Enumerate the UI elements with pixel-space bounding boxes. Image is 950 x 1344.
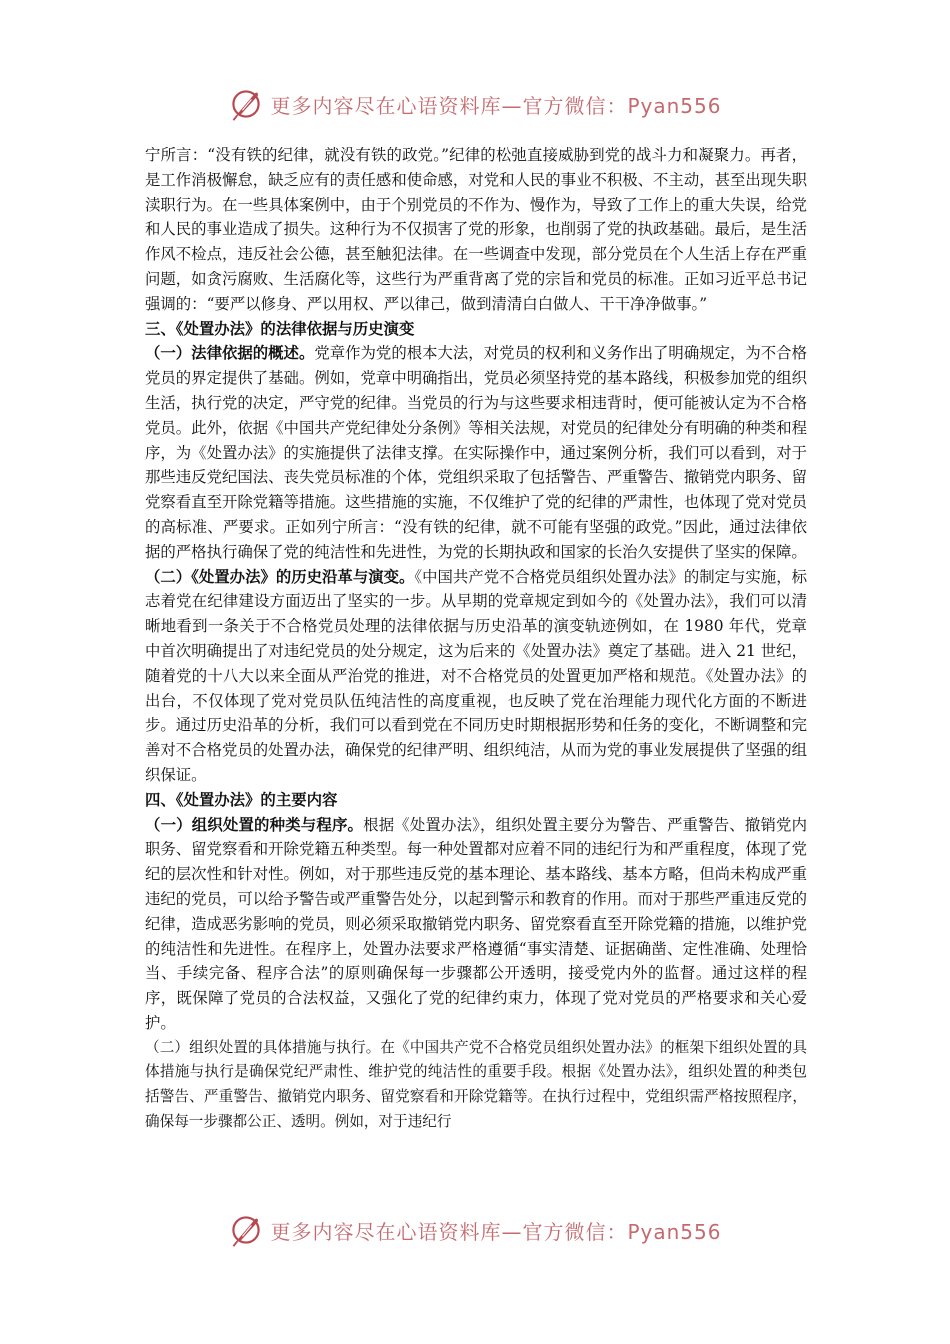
paragraph: （二）组织处置的具体措施与执行。在《中国共产党不合格党员组织处置办法》的框架下组织处置的具体措施与执行是确保党纪严肃性、维护党的纯洁性的重要手段。根据《处置办法》，组织处置的种类包括警告、严重警告、撤销党内职务、留党察看和开除党籍等。在执行过程中，党组织需严格按照程序，确保每一步骤都公正、透明。例如，对于违纪行 [145,1038,807,1131]
paragraph-lead: （一）法律依据的概述。 [145,344,315,363]
banner-text: 更多内容尽在心语资料库—官方微信：Pyan556 [270,93,722,118]
section-heading: 四、《处置办法》的主要内容 [145,790,338,809]
paragraph: 宁所言：“没有铁的纪律，就没有铁的政党。”纪律的松弛直接威胁到党的战斗力和凝聚力。再者，是工作消极懈怠，缺乏应有的责任感和使命感，对党和人民的事业不积极、不主动，甚至出现失职渎职行为。在一些具体案例中，由于个别党员的不作为、慢作为，导致了工作上的重大失误，给党和人民的事业造成了损失。这种行为不仅损害了党的形象，也削弱了党的执政基础。最后，是生活作风不检点，违反社会公德，甚至触犯法律。在一些调查中发现，部分党员在个人生活上存在严重问题，如贪污腐败、生活腐化等，这些行为严重背离了党的宗旨和党员的标准。正如习近平总书记强调的：“要严以修身、严以用权、严以律己，做到清清白白做人、干干净净做事。” [145,146,807,313]
paragraph [145,341,807,564]
document-body [145,143,807,1135]
paragraph [145,565,807,788]
footer-banner [0,1208,950,1252]
paragraph-lead: （二）《处置办法》的历史沿革与演变。 [145,567,415,586]
banner-text: 更多内容尽在心语资料库—官方微信：Pyan556 [270,1219,722,1244]
header-banner [0,82,950,126]
quill-logo-icon [228,1212,264,1248]
paragraph-text: 党章作为党的根本大法，对党员的权利和义务作出了明确规定，为不合格党员的界定提供了基础。例如，党章中明确指出，党员必须坚持党的基本路线，积极参加党的组织生活，执行党的决定，严守党的纪律。当党员的行为与这些要求相违背时，便可能被认定为不合格党员。此外，依据《中国共产党纪律处分条例》等相关法规，对党员的纪律处分有明确的种类和程序，为《处置办法》的实施提供了法律支撑。在实际操作中，通过案例分析，我们可以看到，对于那些违反党纪国法、丧失党员标准的个体，党组织采取了包括警告、严重警告、撤销党内职务、留党察看直至开除党籍等措施。这些措施的实施，不仅维护了党的纪律的严肃性，也体现了党对党员的高标准、严要求。正如列宁所言：“没有铁的纪律，就不可能有坚强的政党。”因此，通过法律依据的严格执行确保了党的纯洁性和先进性，为党的长期执政和国家的长治久安提供了坚实的保障。 [145,344,807,561]
paragraph [145,813,807,1036]
paragraph-lead: （一）组织处置的种类与程序。 [145,815,364,834]
paragraph-text: 根据《处置办法》，组织处置主要分为警告、严重警告、撤销党内职务、留党察看和开除党籍五种类型。每一种处置都对应着不同的违纪行为和严重程度，体现了党纪的层次性和针对性。例如，对于那些违反党的基本理论、基本路线、基本方略，但尚未构成严重违纪的党员，可以给予警告或严重警告处分，以起到警示和教育的作用。而对于那些严重违反党的纪律，造成恶劣影响的党员，则必须采取撤销党内职务、留党察看直至开除党籍的措施，以维护党的纯洁性和先进性。在程序上，处置办法要求严格遵循“事实清楚、证据确凿、定性准确、处理恰当、手续完备、程序合法”的原则确保每一步骤都公开透明，接受党内外的监督。通过这样的程序，既保障了党员的合法权益，又强化了党的纪律约束力，体现了党对党员的严格要求和关心爱护。 [145,815,807,1032]
section-heading: 三、《处置办法》的法律依据与历史演变 [145,319,415,338]
quill-logo-icon [228,86,264,122]
paragraph-text: 《中国共产党不合格党员组织处置办法》的制定与实施，标志着党在纪律建设方面迈出了坚实的一步。从早期的党章规定到如今的《处置办法》，我们可以清晰地看到一条关于不合格党员处理的法律依据与历史沿革的演变轨迹例如，在 1980 年代，党章中首次明确提出了对违纪党员的处分规定，这为后来的《处置办法》奠定了基础。进入 21 世纪，随着党的十八大以来全面从严治党的推进，对不合格党员的处置更加严格和规范。《处置办法》的出台，不仅体现了党对党员队伍纯洁性的高度重视，也反映了党在治理能力现代化方面的不断进步。通过历史沿革的分析，我们可以看到党在不同历史时期根据形势和任务的变化，不断调整和完善对不合格党员的处置办法，确保党的纪律严明、组织纯洁，从而为党的事业发展提供了坚强的组织保证。 [145,567,807,784]
